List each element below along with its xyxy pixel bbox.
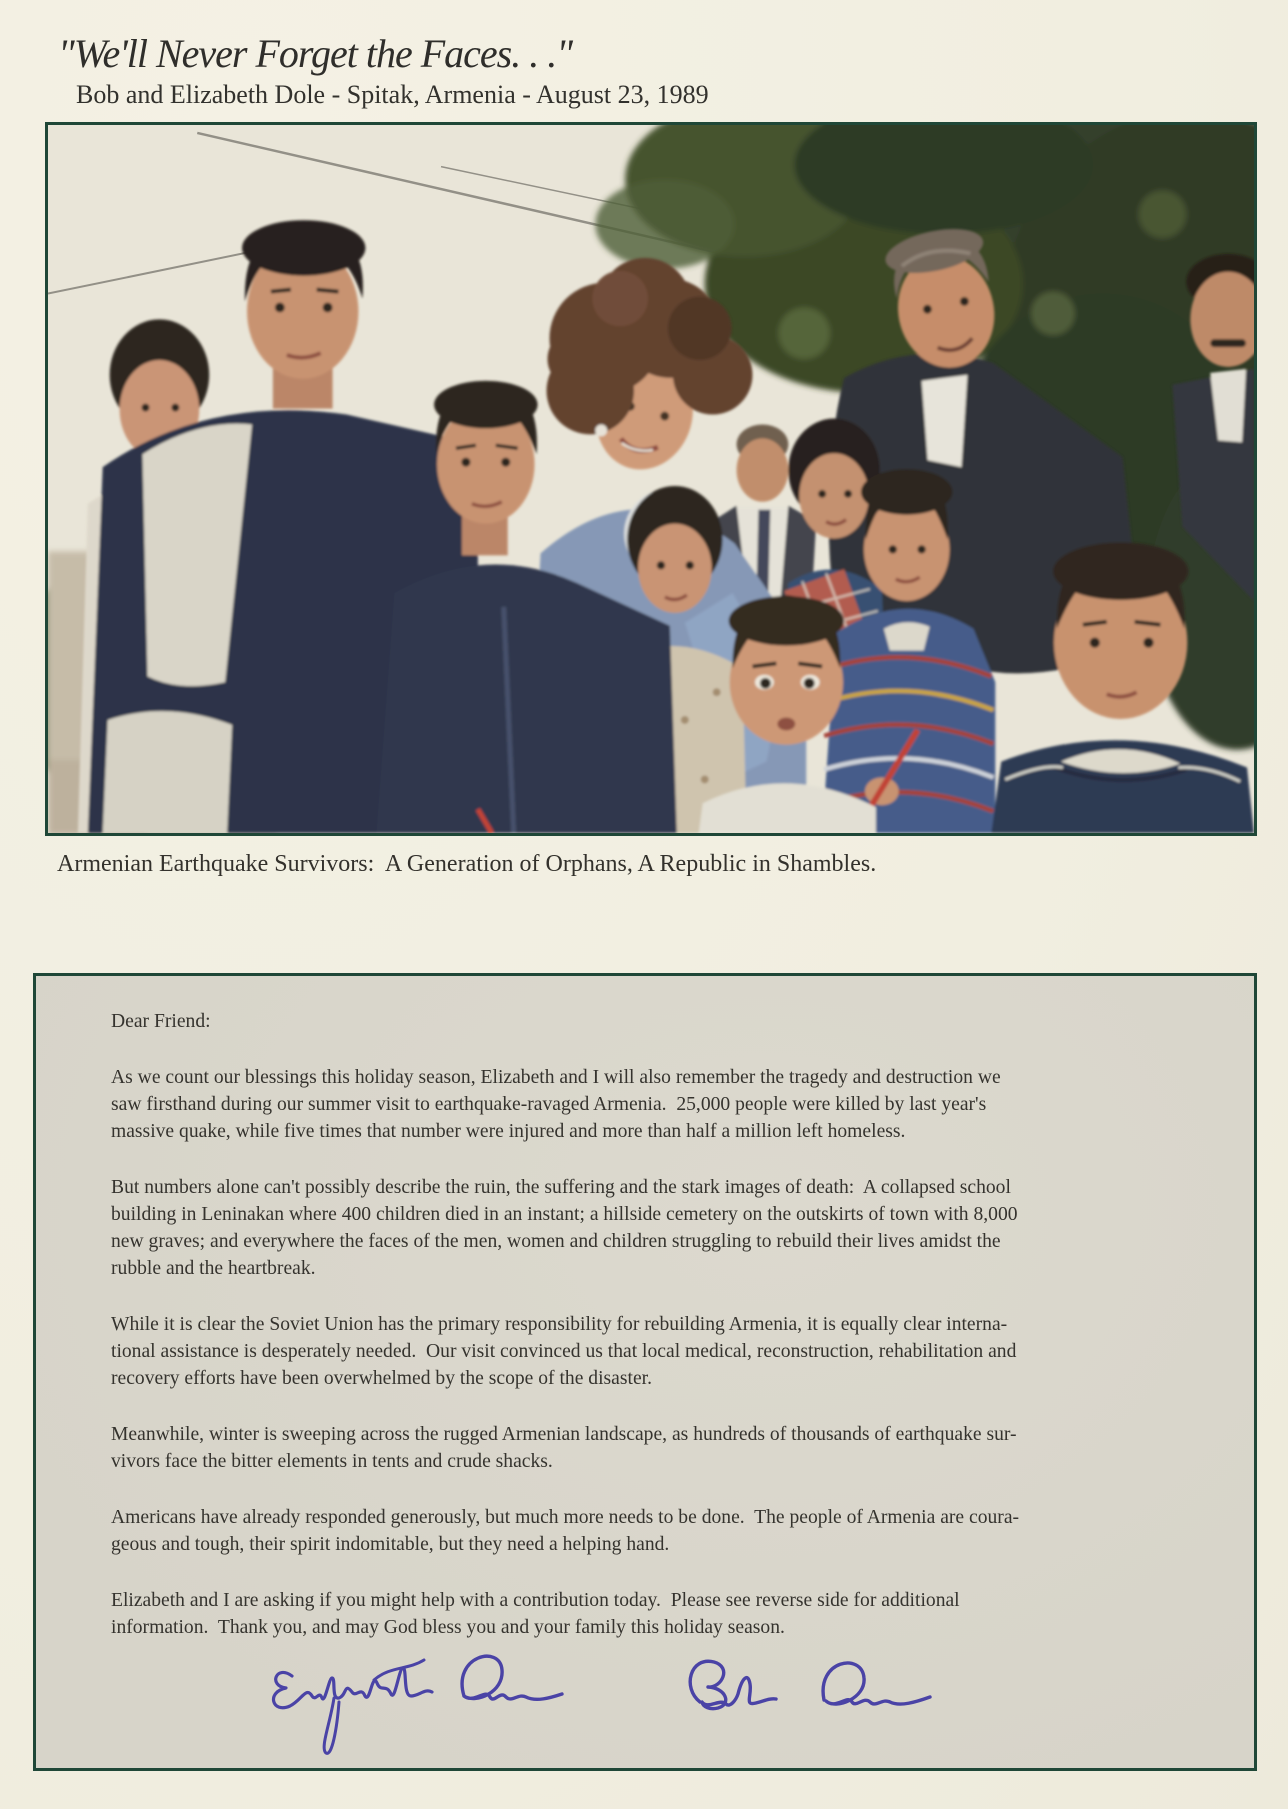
letter-paragraph — [111, 1587, 1180, 1641]
letter-line: Meanwhile, winter is sweeping across the rugged Armenian landscape, as hundreds of thousands of earthquake sur- — [111, 1424, 1017, 1445]
group-photo-illustration — [48, 125, 1254, 833]
letter-paragraph — [111, 1174, 1180, 1282]
letter-line: As we count our blessings this holiday season, Elizabeth and I will also remember the tragedy and destruction we — [111, 1067, 1001, 1088]
letter-paragraph — [111, 1064, 1180, 1145]
letter-box — [33, 973, 1257, 1771]
photo-frame — [45, 122, 1257, 836]
photo-caption: Armenian Earthquake Survivors: A Generation of Orphans, A Republic in Shambles. — [57, 851, 877, 877]
letter-line: building in Leninakan where 400 children died in an instant; a hillside cemetery on the outskirts of town with 8,000 — [111, 1204, 1018, 1225]
letter-line: massive quake, while five times that number were injured and more than half a million left homeless. — [111, 1121, 906, 1142]
letter-line: vivors face the bitter elements in tents and crude shacks. — [111, 1451, 553, 1472]
page-title: "We'll Never Forget the Faces. . ." — [58, 31, 573, 76]
signature-elizabeth-dole — [262, 1636, 572, 1761]
letter-line: geous and tough, their spirit indomitable, but they need a helping hand. — [111, 1534, 670, 1555]
page-subtitle: Bob and Elizabeth Dole - Spitak, Armenia - August 23, 1989 — [76, 80, 709, 109]
letter-paragraph — [111, 1504, 1180, 1558]
letter-line: new graves; and everywhere the faces of the men, women and children struggling to rebuild their lives amidst the — [111, 1231, 1001, 1252]
letter-line: recovery efforts have been overwhelmed by the scope of the disaster. — [111, 1368, 652, 1389]
letter-line: Americans have already responded generously, but much more needs to be done. The people of Armenia are coura- — [111, 1507, 1020, 1528]
letter-paragraph — [111, 1421, 1180, 1475]
letter-line: information. Thank you, and may God bless you and your family this holiday season. — [111, 1617, 785, 1638]
letter-line: saw firsthand during our summer visit to earthquake-ravaged Armenia. 25,000 people were killed by last year's — [111, 1094, 987, 1115]
letter-line: Elizabeth and I are asking if you might help with a contribution today. Please see reverse side for additional — [111, 1590, 960, 1611]
letter-salutation: Dear Friend: — [111, 1011, 211, 1032]
letter-line: But numbers alone can't possibly describe the ruin, the suffering and the stark images of death: A collapsed school — [111, 1177, 1011, 1198]
letter-line: While it is clear the Soviet Union has the primary responsibility for rebuilding Armenia, it is equally clear interna- — [111, 1314, 1008, 1335]
letter-paragraph — [111, 1311, 1180, 1392]
letter-line: tional assistance is desperately needed. Our visit convinced us that local medical, reconstruction, rehabilitation and — [111, 1341, 1017, 1362]
signature-bob-dole — [676, 1642, 946, 1727]
letter-line: rubble and the heartbreak. — [111, 1258, 316, 1279]
